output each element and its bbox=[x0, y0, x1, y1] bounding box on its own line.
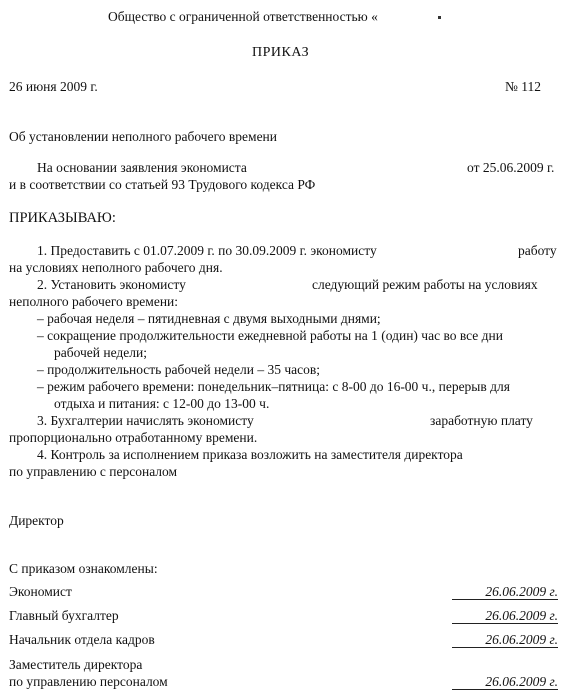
item4-line1: 4. Контроль за исполнением приказа возложить на заместителя директора bbox=[37, 447, 463, 462]
signer-name: Экономист bbox=[9, 584, 72, 599]
item3-end: заработную плату bbox=[430, 413, 533, 428]
signature-line bbox=[452, 689, 558, 690]
order-subject: Об установлении неполного рабочего времени bbox=[9, 129, 278, 144]
signer-date: 26.06.2009 г. bbox=[485, 608, 558, 623]
order-title: ПРИКАЗ bbox=[252, 45, 310, 60]
item1-end: работу bbox=[518, 243, 557, 258]
signer-name-line1: Заместитель директора bbox=[9, 657, 143, 672]
acquainted-heading: С приказом ознакомлены: bbox=[9, 561, 158, 576]
item2-start: 2. Установить экономисту bbox=[37, 277, 186, 292]
list-item-duration: – продолжительность рабочей недели – 35 часов; bbox=[37, 362, 320, 377]
list-item-reduction-line1: – сокращение продолжительности ежедневной работы на 1 (один) час во все дни bbox=[37, 328, 503, 343]
director-label: Директор bbox=[9, 513, 64, 528]
signer-name-line2: по управлению персоналом bbox=[9, 674, 168, 689]
signer-date: 26.06.2009 г. bbox=[485, 674, 558, 689]
item4-line2: по управлению с персоналом bbox=[9, 464, 178, 479]
signature-line bbox=[452, 623, 558, 624]
order-number: № 112 bbox=[505, 79, 542, 94]
item1-start: 1. Предоставить с 01.07.2009 г. по 30.09.2009 г. экономисту bbox=[37, 243, 377, 258]
order-date: 26 июня 2009 г. bbox=[9, 79, 98, 94]
signer-name: Главный бухгалтер bbox=[9, 608, 119, 623]
signer-name: Начальник отдела кадров bbox=[9, 632, 155, 647]
item2-end: следующий режим работы на условиях bbox=[312, 277, 538, 292]
list-item-schedule-line1: – режим рабочего времени: понедельник–пятница: с 8-00 до 16-00 ч., перерыв для bbox=[37, 379, 510, 394]
redaction-mark bbox=[438, 16, 441, 19]
basis-line1-end: от 25.06.2009 г. bbox=[467, 160, 555, 175]
list-item-workweek: – рабочая неделя – пятидневная с двумя выходными днями; bbox=[37, 311, 381, 326]
basis-line1-start: На основании заявления экономиста bbox=[37, 160, 247, 175]
list-item-reduction-line2: рабочей недели; bbox=[54, 345, 148, 360]
signature-line bbox=[452, 647, 558, 648]
signature-line bbox=[452, 599, 558, 600]
signer-date: 26.06.2009 г. bbox=[485, 632, 558, 647]
basis-line2: и в соответствии со статьей 93 Трудового кодекса РФ bbox=[9, 177, 316, 192]
org-header bbox=[108, 8, 441, 25]
order-word: ПРИКАЗЫВАЮ: bbox=[9, 210, 116, 226]
org-name: Общество с ограниченной ответственностью « bbox=[108, 9, 378, 24]
item1-line2: на условиях неполного рабочего дня. bbox=[9, 260, 223, 275]
signer-date: 26.06.2009 г. bbox=[485, 584, 558, 599]
item3-line2: пропорционально отработанному времени. bbox=[9, 430, 258, 445]
item2-line2: неполного рабочего времени: bbox=[9, 294, 179, 309]
list-item-schedule-line2: отдыха и питания: с 12-00 до 13-00 ч. bbox=[54, 396, 270, 411]
item3-start: 3. Бухгалтерии начислять экономисту bbox=[37, 413, 254, 428]
